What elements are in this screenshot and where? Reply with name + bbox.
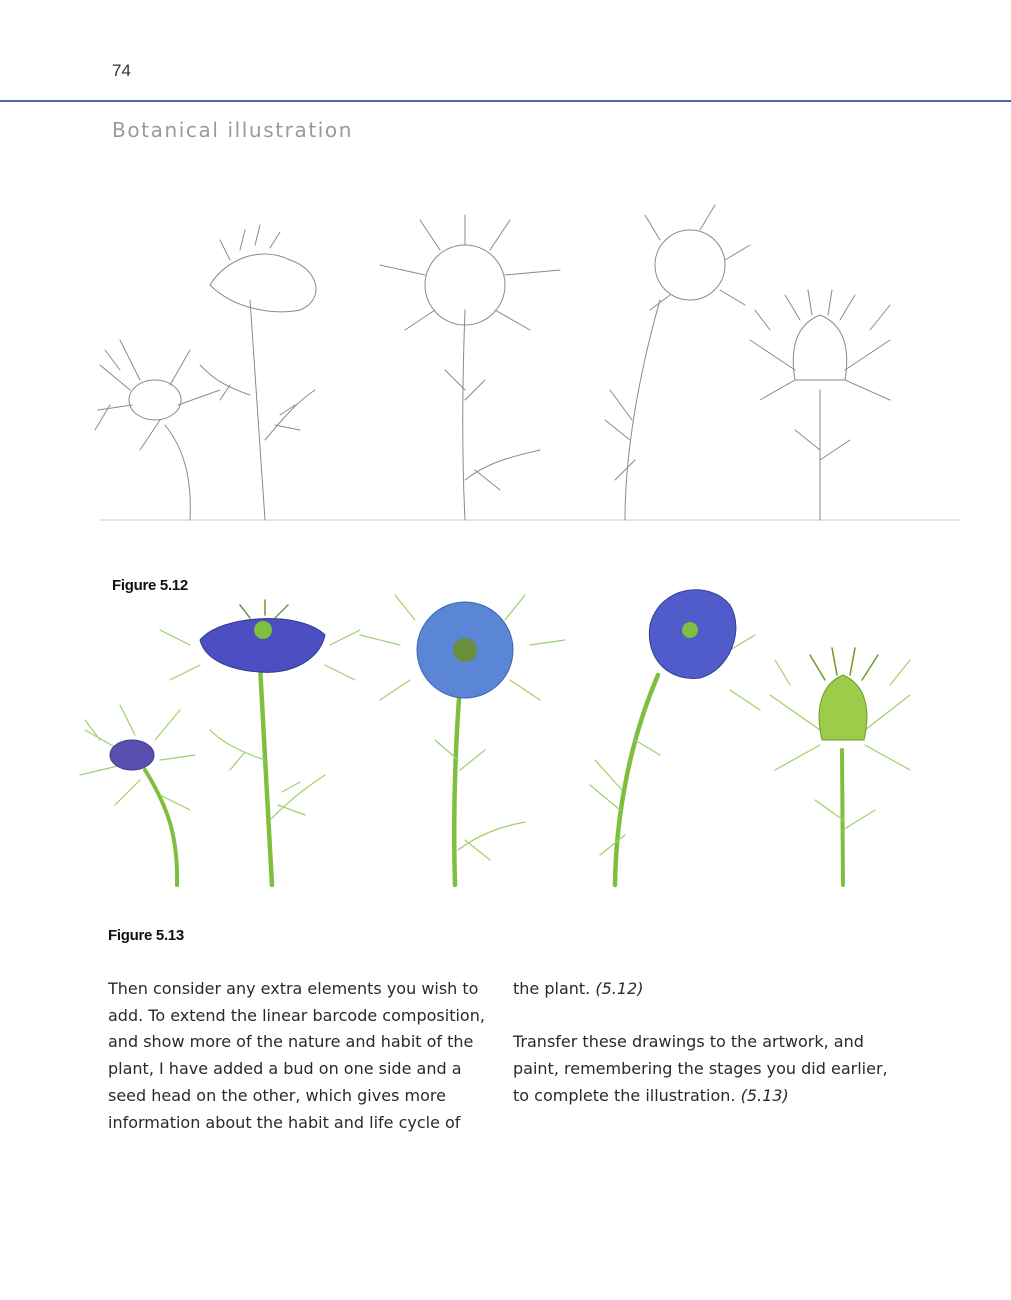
- sketch-flower-1: [200, 225, 316, 520]
- sketch-flower-3: [605, 205, 750, 520]
- body-text: Transfer these drawings to the artwork, and paint, remembering the stages you did earlier, to complete the illustration.: [513, 1032, 888, 1105]
- page-number: 74: [112, 61, 131, 80]
- body-paragraph-right-1: [513, 976, 893, 1003]
- body-text: the plant.: [513, 979, 596, 998]
- figure-reference: (5.13): [740, 1085, 789, 1105]
- figure-5-13-painted: [60, 560, 960, 900]
- figure-5-12-caption: Figure 5.12: [112, 577, 188, 594]
- pencil-sketch-illustration: [60, 190, 960, 540]
- painted-bud: [80, 705, 195, 885]
- header-rule: [0, 100, 1011, 102]
- figure-5-12-sketch: [60, 190, 960, 540]
- sketch-flower-2: [380, 215, 560, 520]
- painted-seed-head: [770, 648, 910, 885]
- painted-illustration: [60, 560, 960, 900]
- body-text-right-column: [513, 976, 893, 1110]
- body-paragraph-right-2: [513, 1029, 893, 1109]
- figure-5-13-caption: Figure 5.13: [108, 927, 184, 944]
- running-head: Botanical illustration: [112, 118, 354, 142]
- figure-reference: (5.12): [595, 979, 644, 998]
- painted-flower-2: [360, 595, 565, 885]
- painted-flower-3: [590, 590, 760, 885]
- sketch-seed-head: [750, 290, 890, 520]
- painted-flower-1: [160, 600, 360, 885]
- sketch-bud: [95, 340, 220, 520]
- body-paragraph-left: Then consider any extra elements you wish to add. To extend the linear barcode composition, and show more of the nature and habit of the plant, I have added a bud on one side and a seed head on the other, which gives more information about the habit and life cycle of: [108, 979, 485, 1132]
- body-text-left-column: [108, 976, 488, 1136]
